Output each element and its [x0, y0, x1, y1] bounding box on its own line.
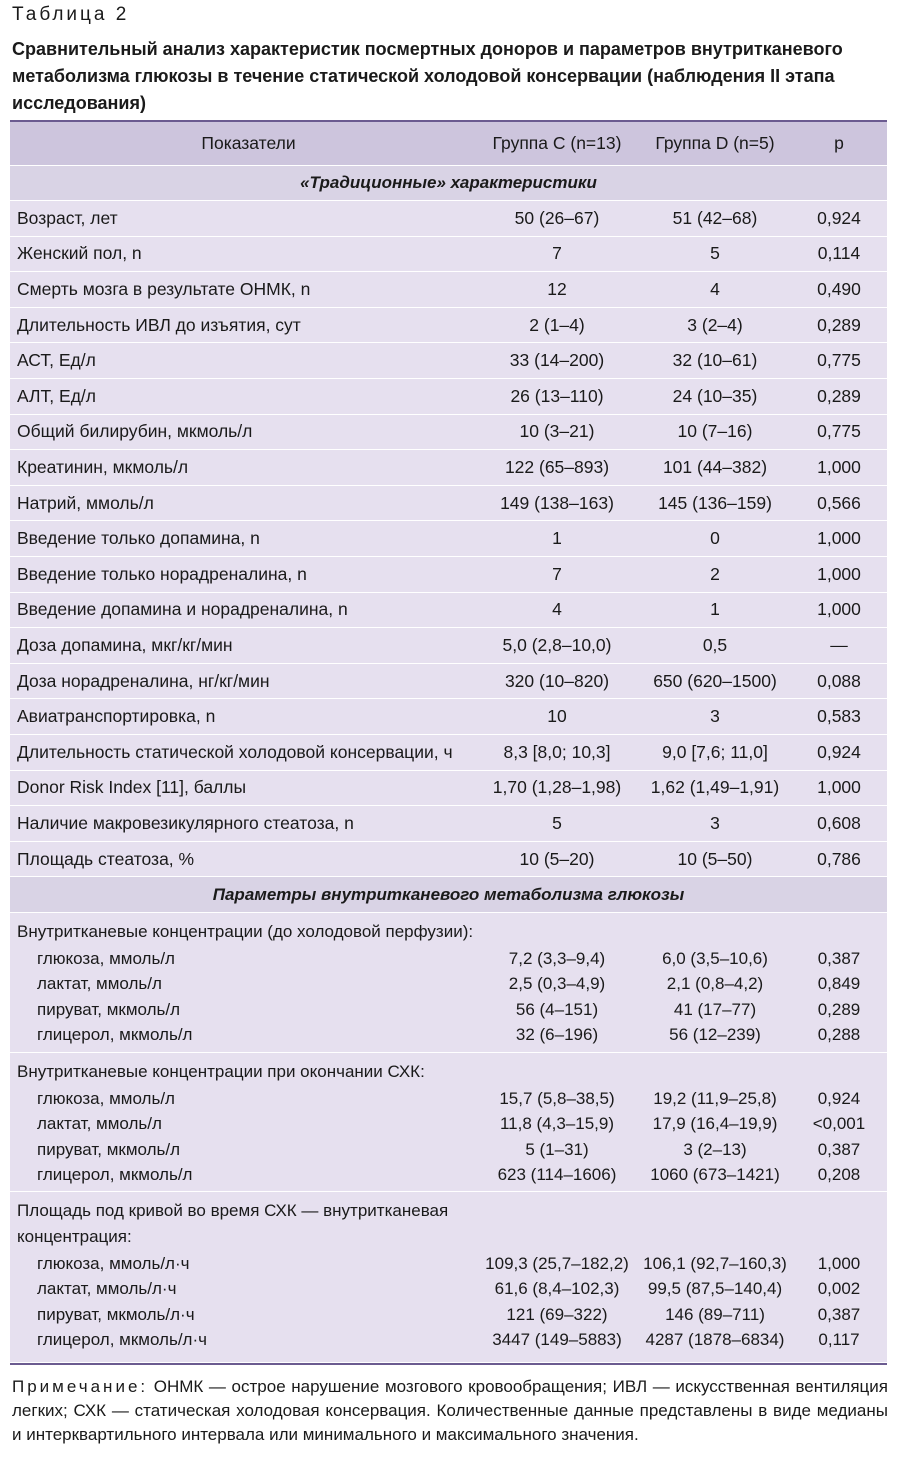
- table-row: [10, 628, 887, 664]
- p-value-cell: 0,387: [817, 1139, 861, 1159]
- indicator-cell: Доза допамина, мкг/кг/мин: [17, 634, 233, 655]
- block-row: [10, 1023, 887, 1049]
- section-row-traditional: [10, 166, 887, 201]
- group-d-cell: 19,2 (11,9–25,8): [653, 1088, 777, 1108]
- indicator-cell: Введение только допамина, n: [17, 528, 260, 549]
- p-value-cell: 0,088: [817, 670, 861, 691]
- group-c-cell: 10: [547, 706, 567, 727]
- group-c-cell: 5,0 (2,8–10,0): [502, 634, 612, 655]
- table-row: [10, 735, 887, 771]
- p-value-cell: 0,289: [817, 999, 861, 1019]
- block-row: [10, 1137, 887, 1163]
- indicator-cell: глицерол, мкмоль/л·ч: [37, 1330, 207, 1350]
- group-d-cell: 1: [710, 599, 720, 620]
- group-d-cell: 145 (136–159): [658, 492, 772, 513]
- block-title: Площадь под кривой во время СХК — внутритканевая концентрация:: [17, 1201, 449, 1246]
- col-header-p: p: [834, 133, 844, 153]
- p-value-cell: 1,000: [817, 563, 861, 584]
- table-row: [10, 664, 887, 700]
- indicator-cell: Длительность ИВЛ до изъятия, сут: [17, 314, 301, 335]
- group-c-cell: 3447 (149–5883): [492, 1330, 622, 1350]
- p-value-cell: 0,387: [817, 948, 861, 968]
- table-row: [10, 201, 887, 237]
- col-header-group-c: Группа C (n=13): [492, 133, 622, 153]
- table-title: Сравнительный анализ характеристик посмертных доноров и параметров внутритканевого метаболизма глюкозы в течение статической холодовой консервации (наблюдения II этапа исследования): [12, 39, 843, 113]
- table-row: [10, 806, 887, 842]
- p-value-cell: 0,490: [817, 278, 861, 299]
- indicator-cell: Доза норадреналина, нг/кг/мин: [17, 670, 270, 691]
- section-row-metabolism: [10, 877, 887, 913]
- group-d-cell: 5: [710, 243, 720, 264]
- indicator-cell: АСТ, Ед/л: [17, 350, 96, 371]
- indicator-cell: пируват, мкмоль/л: [37, 1139, 181, 1159]
- group-d-cell: 650 (620–1500): [653, 670, 777, 691]
- indicator-cell: лактат, ммоль/л: [37, 974, 162, 994]
- table-row: [10, 415, 887, 451]
- group-d-cell: 101 (44–382): [662, 456, 768, 477]
- block-row: [10, 1086, 887, 1112]
- block-row: [10, 1251, 887, 1277]
- group-c-cell: 1: [552, 528, 562, 549]
- group-c-cell: 5 (1–31): [525, 1139, 589, 1159]
- group-c-cell: 623 (114–1606): [497, 1165, 617, 1185]
- p-value-cell: 1,000: [817, 777, 861, 798]
- indicator-cell: Натрий, ммоль/л: [17, 492, 154, 513]
- group-c-cell: 50 (26–67): [514, 207, 600, 228]
- group-c-cell: 2 (1–4): [529, 314, 585, 335]
- group-d-cell: 146 (89–711): [665, 1304, 765, 1324]
- table-row: [10, 486, 887, 522]
- indicator-cell: Женский пол, n: [17, 243, 142, 264]
- block-title: Внутритканевые концентрации при окончании СХК:: [17, 1062, 425, 1081]
- p-value-cell: 0,117: [818, 1330, 860, 1350]
- table-row: [10, 308, 887, 344]
- block-row: [10, 1328, 887, 1354]
- indicator-cell: лактат, ммоль/л: [37, 1114, 162, 1134]
- table-row: [10, 272, 887, 308]
- group-c-cell: 1,70 (1,28–1,98): [492, 777, 622, 798]
- group-d-cell: 9,0 [7,6; 11,0]: [662, 741, 768, 762]
- group-c-cell: 109,3 (25,7–182,2): [485, 1253, 629, 1273]
- block-row: [10, 1112, 887, 1138]
- footnote-label: Примечание:: [12, 1377, 149, 1396]
- p-value-cell: —: [830, 634, 848, 655]
- section-title: «Традиционные» характеристики: [300, 173, 597, 192]
- group-d-cell: 10 (7–16): [677, 421, 753, 442]
- p-value-cell: 1,000: [817, 1253, 861, 1273]
- p-value-cell: 0,924: [817, 207, 861, 228]
- group-c-cell: 320 (10–820): [504, 670, 610, 691]
- p-value-cell: 0,288: [817, 1025, 861, 1045]
- indicator-cell: Возраст, лет: [17, 207, 118, 228]
- block-row: [10, 1302, 887, 1328]
- col-header-group-d: Группа D (n=5): [655, 133, 775, 153]
- group-d-cell: 99,5 (87,5–140,4): [647, 1279, 783, 1299]
- data-table: [10, 120, 887, 1365]
- block-row: [10, 972, 887, 998]
- metabolism-block: [10, 1192, 887, 1363]
- p-value-cell: 0,002: [817, 1279, 861, 1299]
- table-row: [10, 842, 887, 878]
- indicator-cell: пируват, мкмоль/л: [37, 999, 181, 1019]
- indicator-cell: Введение только норадреналина, n: [17, 563, 307, 584]
- p-value-cell: 1,000: [817, 528, 861, 549]
- table-row: [10, 379, 887, 415]
- group-c-cell: 2,5 (0,3–4,9): [508, 974, 606, 994]
- group-d-cell: 1060 (673–1421): [650, 1165, 780, 1185]
- group-d-cell: 4287 (1878–6834): [645, 1330, 785, 1350]
- group-c-cell: 10 (3–21): [519, 421, 595, 442]
- p-value-cell: 0,849: [817, 974, 861, 994]
- group-c-cell: 10 (5–20): [519, 848, 595, 869]
- group-c-cell: 26 (13–110): [510, 385, 604, 406]
- group-d-cell: 6,0 (3,5–10,6): [662, 948, 768, 968]
- indicator-cell: лактат, ммоль/л·ч: [37, 1279, 177, 1299]
- indicator-cell: Введение допамина и норадреналина, n: [17, 599, 348, 620]
- footnote: [12, 1375, 888, 1447]
- p-value-cell: 1,000: [817, 599, 861, 620]
- group-d-cell: 32 (10–61): [672, 350, 758, 371]
- indicator-cell: Креатинин, мкмоль/л: [17, 456, 189, 477]
- p-value-cell: 0,289: [817, 314, 861, 335]
- group-d-cell: 41 (17–77): [673, 999, 757, 1019]
- group-d-cell: 3: [710, 812, 720, 833]
- indicator-cell: пируват, мкмоль/л·ч: [37, 1304, 195, 1324]
- indicator-cell: АЛТ, Ед/л: [17, 385, 96, 406]
- group-c-cell: 4: [552, 599, 562, 620]
- indicator-cell: Длительность статической холодовой консервации, ч: [17, 741, 453, 762]
- group-d-cell: 3: [710, 706, 720, 727]
- group-c-cell: 149 (138–163): [500, 492, 614, 513]
- group-c-cell: 32 (6–196): [515, 1025, 599, 1045]
- group-d-cell: 51 (42–68): [672, 207, 758, 228]
- block-row: [10, 946, 887, 972]
- p-value-cell: 0,566: [817, 492, 861, 513]
- table-row: [10, 521, 887, 557]
- block-title: Внутритканевые концентрации (до холодовой перфузии):: [17, 922, 474, 941]
- group-c-cell: 15,7 (5,8–38,5): [499, 1088, 615, 1108]
- group-d-cell: 1,62 (1,49–1,91): [650, 777, 780, 798]
- footnote-text: ОНМК — острое нарушение мозгового кровообращения; ИВЛ — искусственная вентиляция легких; СХК — статическая холодовая консервация. Количественные данные представлены в виде медианы и интерквартильного интервала или минимального и максимального значения.: [12, 1377, 888, 1444]
- p-value-cell: 0,786: [817, 848, 861, 869]
- col-header-indicators: Показатели: [201, 133, 296, 153]
- indicator-cell: Смерть мозга в результате ОНМК, n: [17, 278, 311, 299]
- group-d-cell: 3 (2–4): [687, 314, 743, 335]
- section-title: Параметры внутритканевого метаболизма глюкозы: [212, 884, 685, 904]
- block-row: [10, 1277, 887, 1303]
- block-row: [10, 997, 887, 1023]
- group-c-cell: 121 (69–322): [506, 1304, 608, 1324]
- group-c-cell: 56 (4–151): [515, 999, 599, 1019]
- group-c-cell: 7: [552, 243, 562, 264]
- group-d-cell: 10 (5–50): [677, 848, 753, 869]
- group-d-cell: 0: [710, 528, 720, 549]
- p-value-cell: 1,000: [817, 456, 861, 477]
- group-d-cell: 3 (2–13): [683, 1139, 747, 1159]
- metabolism-block: [10, 913, 887, 1053]
- p-value-cell: 0,114: [817, 243, 861, 264]
- table-row: [10, 237, 887, 273]
- metabolism-block: [10, 1053, 887, 1192]
- p-value-cell: 0,608: [817, 812, 861, 833]
- table-row: [10, 699, 887, 735]
- p-value-cell: 0,387: [817, 1304, 861, 1324]
- indicator-cell: Donor Risk Index [11], баллы: [17, 777, 247, 798]
- group-c-cell: 7: [552, 563, 562, 584]
- group-d-cell: 0,5: [702, 634, 728, 655]
- group-d-cell: 2: [710, 563, 720, 584]
- indicator-cell: глюкоза, ммоль/л: [37, 1088, 175, 1108]
- header-row: [10, 122, 887, 166]
- group-d-cell: 17,9 (16,4–19,9): [652, 1114, 778, 1134]
- group-c-cell: 61,6 (8,4–102,3): [494, 1279, 620, 1299]
- table-row: [10, 557, 887, 593]
- indicator-cell: глицерол, мкмоль/л: [37, 1165, 193, 1185]
- indicator-cell: глюкоза, ммоль/л·ч: [37, 1253, 190, 1273]
- block-row: [10, 1163, 887, 1189]
- group-c-cell: 5: [552, 812, 562, 833]
- indicator-cell: Площадь стеатоза, %: [17, 848, 195, 869]
- group-c-cell: 12: [547, 278, 567, 299]
- p-value-cell: 0,775: [817, 421, 861, 442]
- group-c-cell: 7,2 (3,3–9,4): [508, 948, 606, 968]
- table-label: Таблица 2: [12, 4, 130, 25]
- p-value-cell: 0,208: [817, 1165, 861, 1185]
- group-c-cell: 122 (65–893): [504, 456, 610, 477]
- table-row: [10, 771, 887, 807]
- table-row: [10, 593, 887, 629]
- group-d-cell: 56 (12–239): [669, 1025, 761, 1045]
- group-d-cell: 4: [710, 278, 720, 299]
- table-row: [10, 343, 887, 379]
- group-c-cell: 8,3 [8,0; 10,3]: [503, 741, 611, 762]
- table-row: [10, 450, 887, 486]
- group-d-cell: 106,1 (92,7–160,3): [643, 1253, 787, 1273]
- indicator-cell: Авиатранспортировка, n: [17, 706, 216, 727]
- indicator-cell: глюкоза, ммоль/л: [37, 948, 175, 968]
- p-value-cell: 0,924: [817, 741, 861, 762]
- p-value-cell: 0,583: [817, 706, 861, 727]
- indicator-cell: Наличие макровезикулярного стеатоза, n: [17, 812, 354, 833]
- indicator-cell: глицерол, мкмоль/л: [37, 1025, 193, 1045]
- indicator-cell: Общий билирубин, мкмоль/л: [17, 421, 253, 442]
- group-c-cell: 33 (14–200): [509, 350, 605, 371]
- p-value-cell: 0,775: [817, 350, 861, 371]
- p-value-cell: 0,289: [817, 385, 861, 406]
- p-value-cell: <0,001: [812, 1114, 866, 1134]
- group-c-cell: 11,8 (4,3–15,9): [499, 1114, 615, 1134]
- p-value-cell: 0,924: [817, 1088, 861, 1108]
- group-d-cell: 24 (10–35): [672, 385, 758, 406]
- group-d-cell: 2,1 (0,8–4,2): [666, 974, 764, 994]
